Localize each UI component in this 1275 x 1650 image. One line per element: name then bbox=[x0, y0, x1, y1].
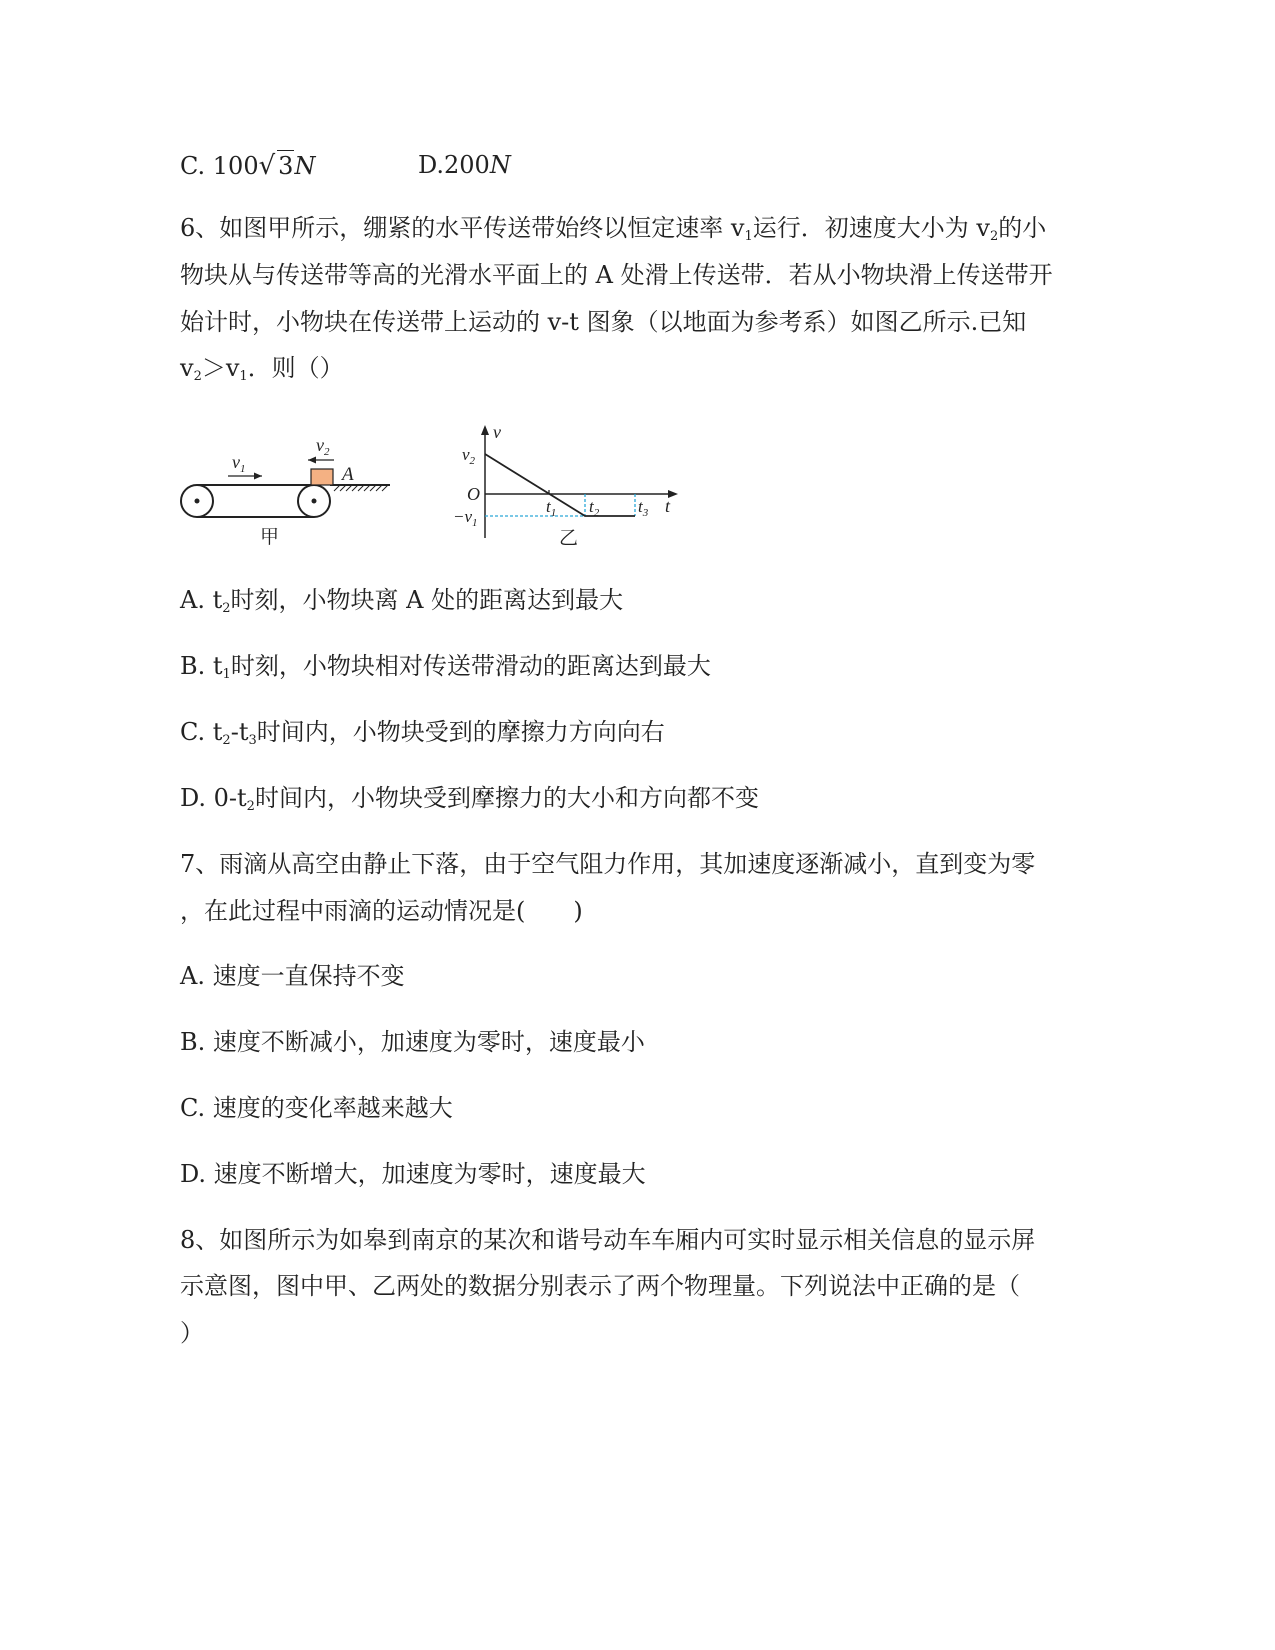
arrow-v2-head bbox=[308, 457, 316, 464]
vt-curve bbox=[485, 454, 635, 516]
t-axis-label: t bbox=[665, 496, 671, 516]
q5-option-c: C. 100√ 3N bbox=[180, 151, 316, 181]
q6-option-c: C. $t_2-t_3$时间内，小物块受到的摩擦力方向向右 bbox=[180, 718, 665, 748]
q6-stem-line-4: $v_2>v_1$．则（） bbox=[180, 354, 344, 384]
caption-yi: 乙 bbox=[559, 528, 579, 549]
q7-option-a: A. 速度一直保持不变 bbox=[180, 962, 405, 990]
v-axis-label: v bbox=[493, 422, 501, 442]
q6-option-d: D. $0-t_2$时间内，小物块受到摩擦力的大小和方向都不变 bbox=[180, 784, 759, 814]
q6-stem-line-3: 始计时，小物块在传送带上运动的 v-t 图象（以地面为参考系）如图乙所示.已知 bbox=[180, 308, 1027, 336]
q7-stem-line-1: 7、雨滴从高空由静止下落，由于空气阻力作用，其加速度逐渐减小，直到变为零 bbox=[180, 850, 1036, 878]
v-axis-arrowhead bbox=[481, 425, 489, 435]
label-a: A bbox=[342, 464, 354, 485]
t3-label: $t_3$ bbox=[638, 497, 649, 519]
q6-stem-line-1: 6、如图甲所示，绷紧的水平传送带始终以恒定速率 $v_1$运行．初速度大小为 $v_2$的小 bbox=[180, 214, 1047, 244]
label-v1: $v_1$ bbox=[232, 452, 246, 475]
left-pulley-axle bbox=[195, 499, 200, 504]
t2-label: $t_2$ bbox=[589, 497, 600, 519]
q8-stem-line-2: 示意图，图中甲、乙两处的数据分别表示了两个物理量。下列说法中正确的是（ bbox=[180, 1272, 1020, 1300]
q7-option-d: D. 速度不断增大，加速度为零时，速度最大 bbox=[180, 1160, 646, 1188]
neg-v1-tick-label: $-v_1$ bbox=[453, 507, 478, 529]
small-block bbox=[311, 469, 333, 485]
q7-stem-line-2: ，在此过程中雨滴的运动情况是( ) bbox=[180, 897, 583, 925]
v2-tick-label: $v_2$ bbox=[462, 445, 476, 467]
q8-stem-line-1: 8、如图所示为如皋到南京的某次和谐号动车车厢内可实时显示相关信息的显示屏 bbox=[180, 1226, 1036, 1254]
origin-label: O bbox=[467, 484, 480, 504]
caption-jia: 甲 bbox=[260, 527, 280, 548]
q6-option-a: A. $t_2$时刻，小物块离 A 处的距离达到最大 bbox=[180, 586, 624, 616]
q6-stem-line-2: 物块从与传送带等高的光滑水平面上的 A 处滑上传送带．若从小物块滑上传送带开 bbox=[180, 261, 1053, 289]
arrow-v1-head bbox=[254, 473, 262, 480]
figure-vt-graph bbox=[445, 420, 690, 555]
label-v2: $v_2$ bbox=[316, 435, 330, 458]
q5-option-d: D.200N bbox=[418, 151, 511, 179]
q8-stem-line-3: ） bbox=[180, 1319, 204, 1347]
q7-option-b: B. 速度不断减小，加速度为零时，速度最小 bbox=[180, 1028, 645, 1056]
right-pulley-axle bbox=[312, 499, 317, 504]
figure-conveyor-belt bbox=[170, 425, 410, 555]
t1-label: $t_1$ bbox=[546, 497, 557, 519]
q6-option-b: B. $t_1$时刻，小物块相对传送带滑动的距离达到最大 bbox=[180, 652, 711, 682]
q7-option-c: C. 速度的变化率越来越大 bbox=[180, 1094, 453, 1122]
